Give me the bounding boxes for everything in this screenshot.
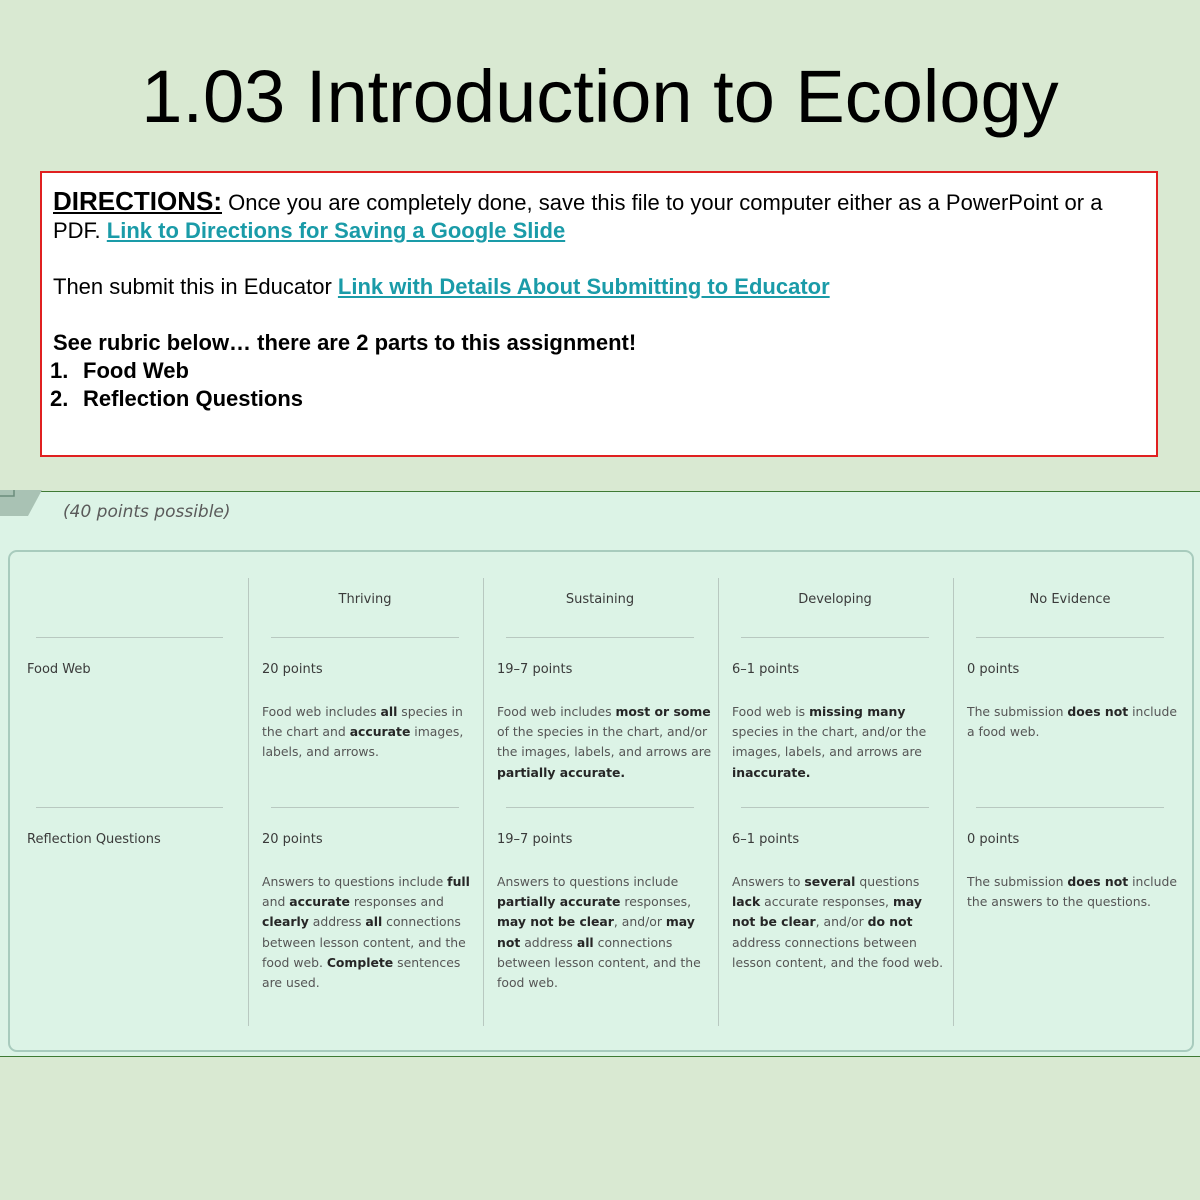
rubric-note: See rubric below… there are 2 parts to this assignment! [53, 330, 637, 355]
page-title: 1.03 Introduction to Ecology [141, 55, 1059, 138]
directions-paragraph-2 [53, 273, 1142, 301]
directions-text [50, 186, 1142, 413]
submitting-details-link[interactable]: Link with Details About Submitting to Educator [337, 274, 830, 299]
rubric-cell: 6–1 points Answers to several questions lack accurate responses, may not be clear, and/or do not address connections between lesson content, and the food web. [732, 832, 944, 970]
rubric-table [8, 550, 1194, 1052]
saving-directions-link[interactable]: Link to Directions for Saving a Google Slide [106, 218, 566, 243]
tab-corner-icon [0, 490, 42, 518]
list-item: 2. Reflection Questions [50, 386, 304, 411]
rubric-cell: 19–7 points Food web includes most or some of the species in the chart, and/or the images, labels, and arrows are partially accurate. [497, 662, 712, 780]
column-header-no-evidence: No Evidence [1029, 592, 1111, 607]
assignment-parts-list [50, 357, 1142, 413]
rubric-cell: 6–1 points Food web is missing many species in the chart, and/or the images, labels, and arrows are inaccurate. [732, 662, 927, 780]
points-possible: (40 points possible) [63, 502, 231, 522]
rubric-cell: 20 points Answers to questions include full and accurate responses and clearly address all connections between lesson content, and the food web. Complete sentences are used. [262, 832, 470, 991]
row-label-food-web: Food Web [27, 662, 91, 677]
column-header-developing: Developing [798, 592, 872, 607]
directions-line-2: Then submit this in Educator [53, 274, 338, 299]
rubric-cell: 0 points The submission does not include a food web. [967, 662, 1177, 740]
row-label-reflection-questions: Reflection Questions [27, 832, 161, 847]
column-header-sustaining: Sustaining [565, 592, 635, 607]
directions-line-1: Once you are completely done, save this file to your computer either as a PowerPoint or a PDF. [53, 190, 1103, 243]
list-item: 1. Food Web [50, 358, 189, 383]
column-header-thriving: Thriving [338, 592, 392, 607]
rubric-section [0, 491, 1200, 1057]
rubric-cell: 0 points The submission does not include the answers to the questions. [967, 832, 1177, 910]
rubric-cell: 19–7 points Answers to questions include partially accurate responses, may not be clear, and/or may not address all connections between lesson content, and the food web. [497, 832, 701, 991]
directions-box [40, 171, 1158, 457]
rubric-cell: 20 points Food web includes all species in the chart and accurate images, labels, and arrows. [262, 662, 464, 760]
directions-label: DIRECTIONS: [53, 186, 222, 216]
directions-paragraph-1 [53, 187, 1142, 245]
